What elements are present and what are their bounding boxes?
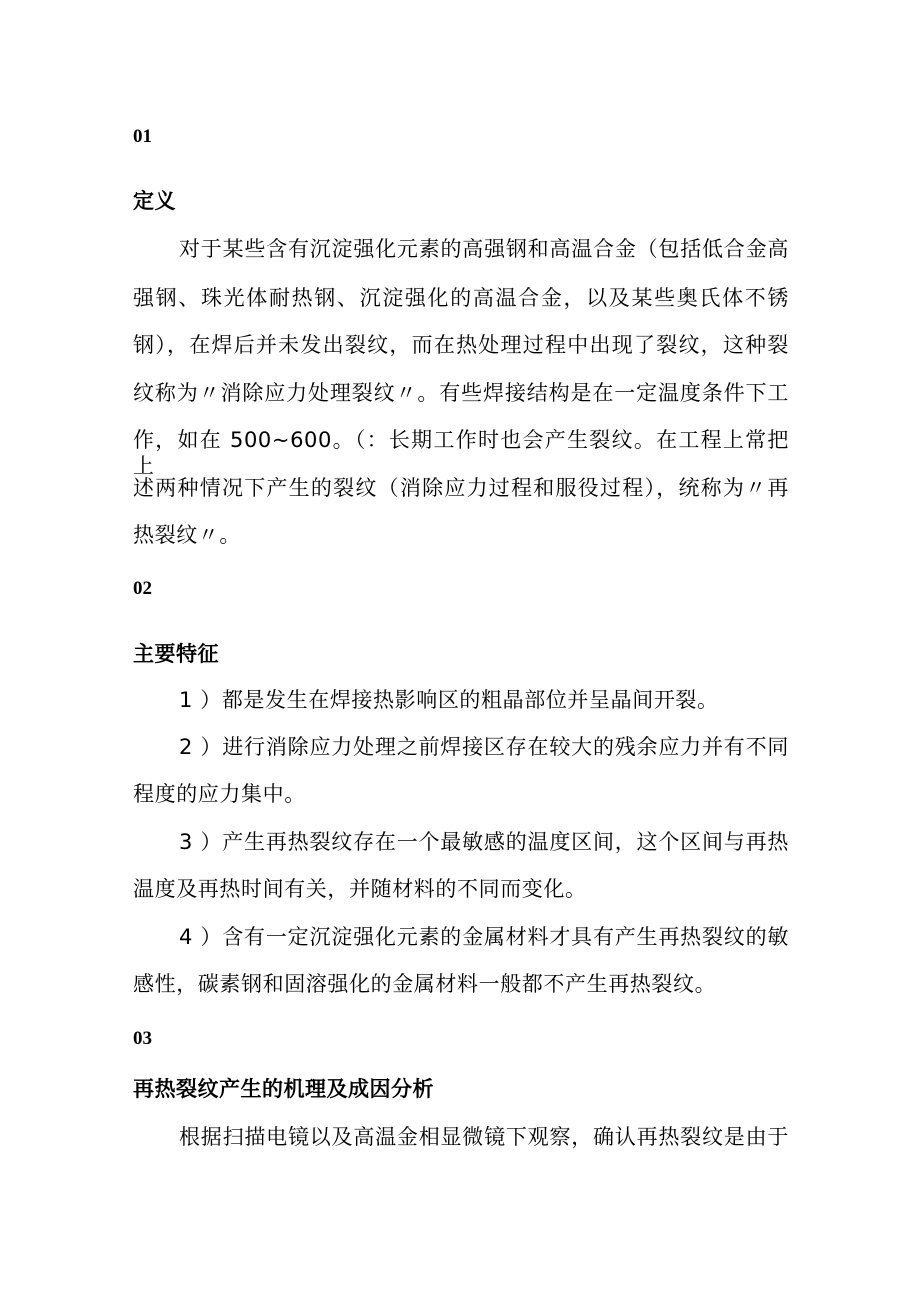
text-line: 纹称为〃消除应力处理裂纹〃。有些焊接结构是在一定温度条件下工 xyxy=(133,381,789,405)
text-line: 热裂纹〃。 xyxy=(133,523,241,547)
text-line: 温度及再热时间有关，并随材料的不同而变化。 xyxy=(133,877,587,901)
text-line: 对于某些含有沉淀强化元素的高强钢和高温合金（包括低合金高 xyxy=(179,237,789,261)
text-line: 述两种情况下产生的裂纹（消除应力过程和服役过程），统称为〃再 xyxy=(133,476,789,500)
text-line: 根据扫描电镜以及高温金相显微镜下观察，确认再热裂纹是由于 xyxy=(179,1125,789,1149)
text-line: 钢），在焊后并未发出裂纹，而在热处理过程中出现了裂纹，这种裂 xyxy=(133,333,789,357)
text-line: 程度的应力集中。 xyxy=(133,782,306,806)
text-line: 2 ）进行消除应力处理之前焊接区存在较大的残余应力并有不同 xyxy=(179,735,789,759)
text-line: 1 ）都是发生在焊接热影响区的粗晶部位并呈晶间开裂。 xyxy=(179,688,719,712)
section-number: 03 xyxy=(133,1028,152,1049)
section-title: 主要特征 xyxy=(133,642,219,666)
text-line: 4 ）含有一定沉淀强化元素的金属材料才具有产生再热裂纹的敏 xyxy=(179,925,789,949)
section-title: 定义 xyxy=(133,189,176,213)
text-line: 3 ）产生再热裂纹存在一个最敏感的温度区间，这个区间与再热 xyxy=(179,830,789,854)
section-title: 再热裂纹产生的机理及成因分析 xyxy=(133,1077,434,1101)
text-line: 作，如在 500~600。（：长期工作时也会产生裂纹。在工程上常把上 xyxy=(133,428,789,478)
text-line: 感性，碳素钢和固溶强化的金属材料一般都不产生再热裂纹。 xyxy=(133,972,717,996)
section-number: 02 xyxy=(133,578,152,599)
section-number: 01 xyxy=(133,126,152,147)
text-line: 强钢、珠光体耐热钢、沉淀强化的高温合金，以及某些奥氏体不锈 xyxy=(133,286,789,310)
